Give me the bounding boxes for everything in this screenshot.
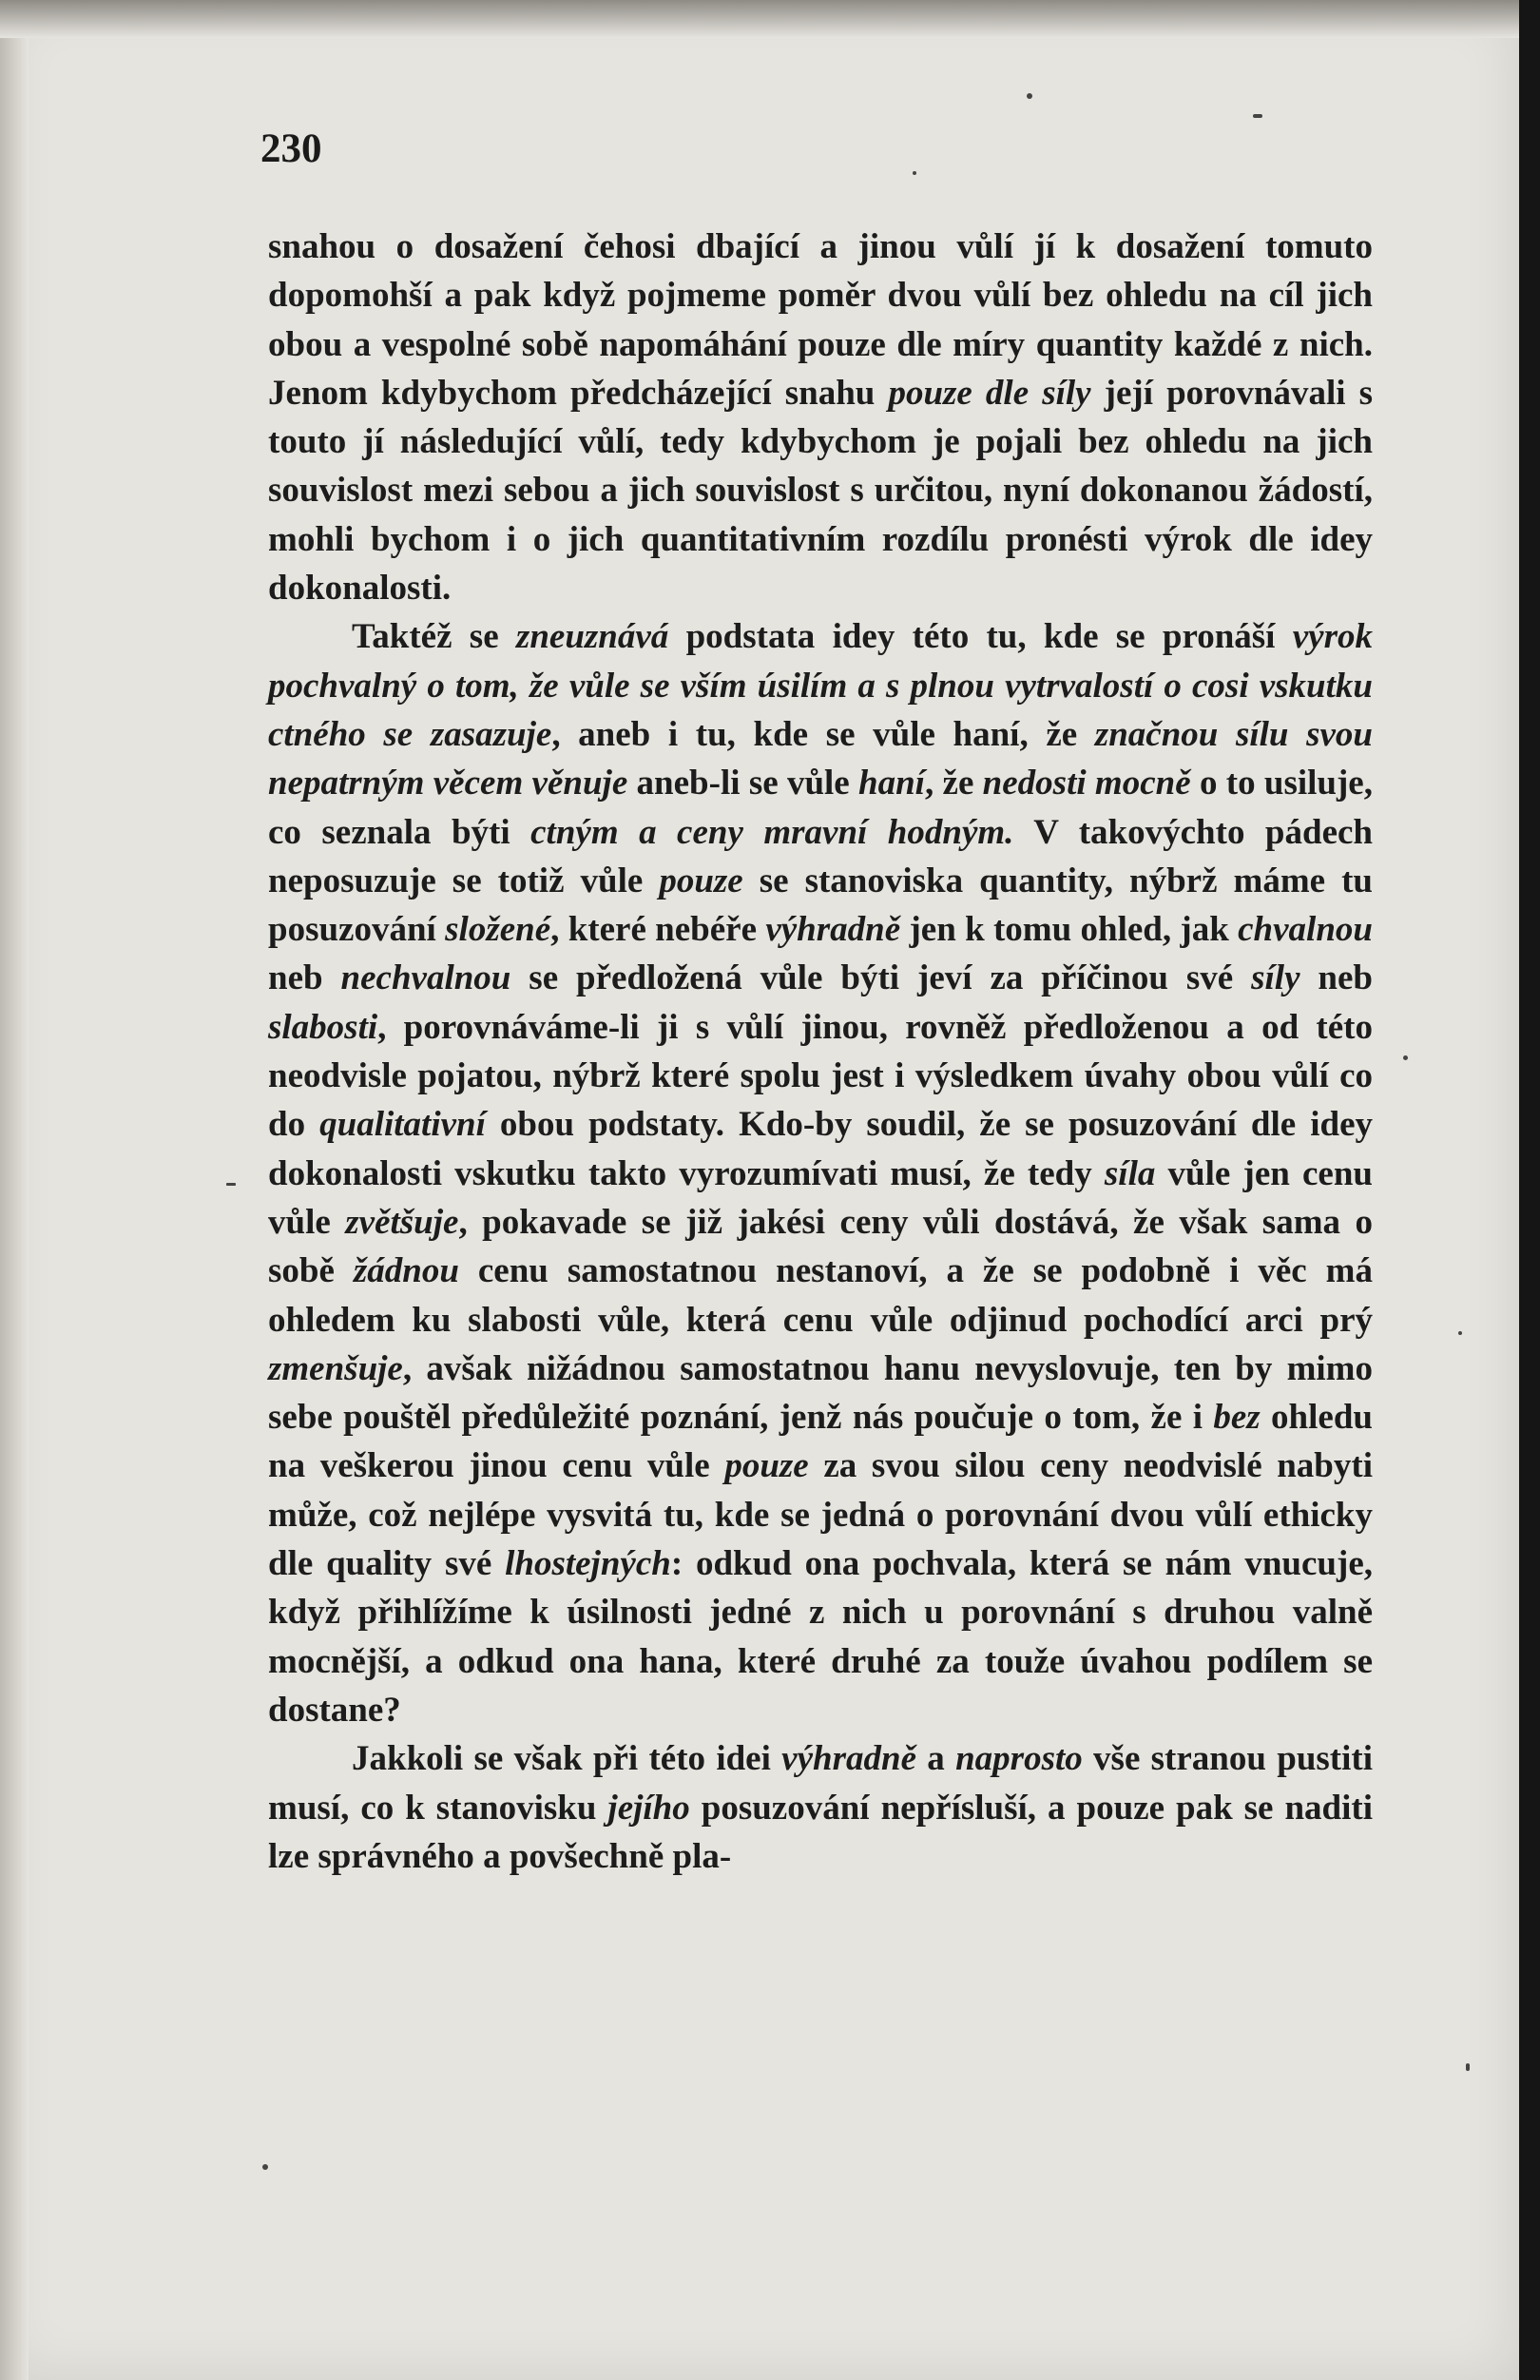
- print-speck: [226, 1183, 236, 1186]
- text-run: se předložená vůle býti jeví za příčinou své: [510, 958, 1252, 998]
- text-run: Jakkoli se však při této idei: [352, 1739, 782, 1779]
- text-run: , porovnáváme-li ji s vůlí jinou, rovněž předloženou a od této neodvisle pojatou, nýbrž které spolu jest i výsledkem úvahy obou vůlí co do: [268, 1007, 1373, 1145]
- text-run: vůle jen cenu vůle: [268, 1153, 1373, 1242]
- emphasized-text: síly: [1251, 958, 1300, 998]
- paragraph: [268, 612, 1373, 1734]
- emphasized-text: výhradně: [765, 910, 901, 950]
- page-spine-shadow: [0, 0, 29, 2380]
- emphasized-text: značnou sílu svou nepatrným věcem věnuje: [268, 714, 1374, 803]
- text-run: aneb-li se vůle: [627, 764, 859, 803]
- emphasized-text: slabosti: [268, 1007, 378, 1047]
- body-text: [268, 223, 1373, 1881]
- emphasized-text: naprosto: [955, 1739, 1083, 1779]
- emphasized-text: zmenšuje: [268, 1348, 403, 1388]
- emphasized-text: pouze: [659, 861, 743, 900]
- text-run: V takovýchto pádech neposuzuje se totiž vůle: [268, 812, 1373, 900]
- text-run: se stanoviska quantity, nýbrž máme tu posuzování: [268, 861, 1374, 950]
- text-run: snahou o dosažení čehosi dbající a jinou vůlí jí k dosažení tomuto dopomohší a pak když pojmeme poměr dvou vůlí bez ohledu na cíl jich obou a vespolné sobě napomáhání pouze dle míry quantity každé z nich. Jenom kdybychom předcházející snahu: [268, 227, 1373, 413]
- text-run: vše stranou pustiti musí, co k stanovisku: [268, 1739, 1373, 1828]
- emphasized-text: výhradně: [781, 1739, 916, 1779]
- emphasized-text: chvalnou: [1238, 910, 1373, 950]
- text-run: neb: [268, 958, 341, 998]
- text-run: podstata idey této tu, kde se pronáší: [668, 617, 1293, 657]
- emphasized-text: zneuznává: [515, 617, 669, 657]
- emphasized-text: výrok pochvalný o tom, že vůle se vším úsilím a s plnou vytrvalostí o cosi vskutku ctného se zasazuje: [268, 617, 1373, 754]
- page-top-shadow: [0, 0, 1519, 38]
- text-run: , avšak nižádnou samostatnou hanu nevyslovuje, ten by mimo sebe pouštěl předůležité poznání, jenž nás poučuje o tom, že i: [268, 1348, 1373, 1438]
- text-run: , které nebéře: [550, 910, 766, 950]
- emphasized-text: jejího: [607, 1788, 690, 1828]
- page-number: 230: [260, 126, 322, 171]
- print-speck: [1253, 114, 1262, 118]
- print-speck: [1466, 2063, 1470, 2071]
- text-run: : odkud ona pochvala, která se nám vnucuje, když přihlížíme k úsilnosti jedné z nich u porovnání s druhou valně mocnější, a odkud ona hana, které druhé za touže úvahou podílem se dostane?: [268, 1544, 1373, 1730]
- emphasized-text: nechvalnou: [340, 958, 511, 998]
- text-run: , že: [924, 764, 983, 803]
- emphasized-text: pouze: [724, 1446, 809, 1486]
- text-run: Taktéž se: [352, 617, 516, 657]
- text-run: její porovnávali s touto jí následující vůlí, tedy kdybychom je pojali bez ohledu na jich souvislost mezi sebou a jich souvislost s určitou, nyní dokonanou žádostí, mohli bychom i o jich quantitativním rozdílu pronésti výrok dle idey dokonalosti.: [268, 373, 1374, 609]
- text-run: jen k tomu ohled, jak: [900, 910, 1239, 950]
- text-run: cenu samostatnou nestanoví, a že se podobně i věc má ohledem ku slabosti vůle, která cenu vůle odjinud pochodící arci prý: [268, 1251, 1373, 1340]
- print-speck: [1027, 93, 1032, 99]
- text-run: , pokavade se již jakési ceny vůli dostává, že však sama o sobě: [268, 1202, 1373, 1291]
- emphasized-text: zvětšuje: [345, 1202, 459, 1242]
- emphasized-text: pouze dle síly: [888, 373, 1091, 413]
- emphasized-text: nedosti mocně: [982, 764, 1191, 803]
- text-run: a: [916, 1739, 956, 1779]
- paragraph: [268, 1734, 1373, 1881]
- print-speck: [1403, 1055, 1408, 1060]
- emphasized-text: qualitativní: [319, 1105, 486, 1145]
- emphasized-text: síla: [1104, 1153, 1156, 1193]
- text-run: posuzování nepřísluší, a pouze pak se naditi lze správného a povšechně pla-: [268, 1788, 1373, 1876]
- print-speck: [913, 171, 916, 175]
- emphasized-text: lhostejných: [505, 1544, 671, 1584]
- emphasized-text: složené: [445, 910, 551, 950]
- text-run: ohledu na veškerou jinou cenu vůle: [268, 1398, 1373, 1486]
- paragraph: [268, 223, 1373, 612]
- emphasized-text: haní: [858, 764, 925, 803]
- emphasized-text: žádnou: [353, 1251, 459, 1291]
- text-run: , aneb i tu, kde se vůle haní, že: [551, 714, 1095, 754]
- emphasized-text: bez: [1213, 1398, 1261, 1438]
- text-run: neb: [1299, 958, 1374, 998]
- text-run: o to usiluje, co seznala býti: [268, 764, 1373, 852]
- text-run: obou podstaty. Kdo-by soudil, že se posuzování dle idey dokonalosti vskutku takto vyrozumívati musí, že tedy: [268, 1105, 1373, 1193]
- print-speck: [262, 2164, 268, 2170]
- print-speck: [1458, 1331, 1462, 1335]
- emphasized-text: ctným a ceny mravní hodným.: [530, 812, 1014, 852]
- text-run: za svou silou ceny neodvislé nabyti může, což nejlépe vysvitá tu, kde se jedná o porovnání dvou vůlí ethicky dle quality své: [268, 1446, 1373, 1584]
